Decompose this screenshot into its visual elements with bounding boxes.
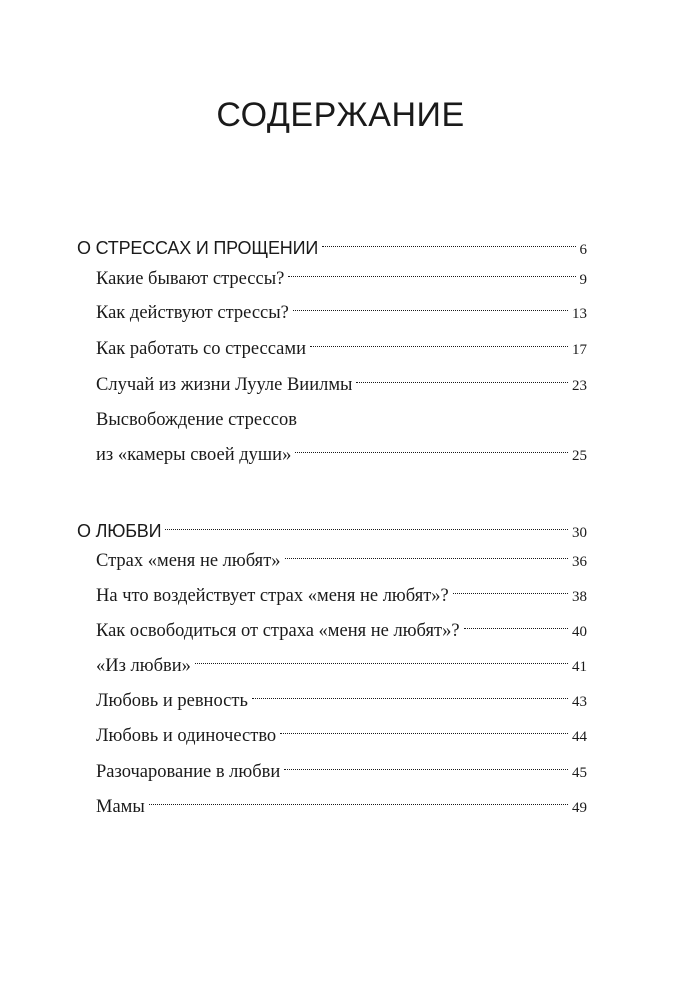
toc-chapter-stress[interactable] (77, 233, 587, 263)
toc-entry-label: Как работать со стрессами (96, 339, 306, 359)
toc-entry[interactable] (96, 721, 587, 751)
toc-page-number: 43 (572, 694, 587, 710)
toc-entry-label: Разочарование в любви (96, 762, 281, 782)
toc-entry-label-line1[interactable]: Высвобождение стрессов (96, 410, 297, 430)
toc-entry[interactable] (96, 546, 587, 576)
dot-leader (280, 733, 568, 734)
toc-entry-label: Страх «меня не любят» (96, 551, 281, 571)
toc-entry[interactable] (96, 686, 587, 716)
dot-leader (284, 769, 568, 770)
toc-page-number: 40 (572, 624, 587, 640)
toc-entry-label: Какие бывают стрессы? (96, 269, 285, 289)
dot-leader (322, 246, 575, 247)
toc-entry[interactable] (96, 651, 587, 681)
dot-leader (195, 663, 568, 664)
toc-chapter-label: О ЛЮБВИ (77, 521, 162, 541)
toc-page-number: 38 (572, 589, 587, 605)
toc-entry-label: Любовь и одиночество (96, 726, 277, 746)
toc-page-number: 23 (572, 378, 587, 394)
toc-entry[interactable] (96, 298, 587, 328)
toc-entry-label: Как освободиться от страха «меня не любят»? (96, 621, 460, 641)
toc-page-number: 36 (572, 554, 587, 570)
toc-page-number: 9 (579, 272, 587, 288)
dot-leader (310, 346, 568, 347)
toc-page-number: 45 (572, 765, 587, 781)
toc-page-number: 30 (572, 525, 587, 541)
toc-entry-label: Как действуют стрессы? (96, 303, 289, 323)
toc-page-number: 6 (579, 242, 587, 258)
toc-entry[interactable] (96, 581, 587, 611)
toc-entry-label: из «камеры своей души» (96, 445, 292, 465)
toc-entry-label: «Из любви» (96, 656, 191, 676)
dot-leader (293, 310, 568, 311)
dot-leader (285, 558, 568, 559)
toc-page-number: 25 (572, 448, 587, 464)
toc-page-number: 13 (572, 306, 587, 322)
toc-entry[interactable] (96, 440, 587, 470)
toc-page-number: 44 (572, 729, 587, 745)
toc-entry[interactable] (96, 792, 587, 822)
toc-entry[interactable] (96, 616, 587, 646)
dot-leader (149, 804, 568, 805)
toc-page-number: 17 (572, 342, 587, 358)
dot-leader (356, 382, 568, 383)
toc-entry[interactable] (96, 370, 587, 400)
toc-entry[interactable] (96, 334, 587, 364)
toc-entry-label: Мамы (96, 797, 145, 817)
toc-entry[interactable] (96, 264, 587, 294)
toc-entry-label: Любовь и ревность (96, 691, 248, 711)
dot-leader (165, 529, 568, 530)
dot-leader (288, 276, 575, 277)
toc-page-number: 41 (572, 659, 587, 675)
toc-chapter-love[interactable] (77, 516, 587, 546)
toc-entry[interactable] (96, 757, 587, 787)
dot-leader (252, 698, 568, 699)
toc-entry-label: Случай из жизни Лууле Виилмы (96, 375, 353, 395)
page-title: СОДЕРЖАНИЕ (216, 96, 465, 134)
toc-chapter-label: О СТРЕССАХ И ПРОЩЕНИИ (77, 238, 319, 258)
dot-leader (453, 593, 568, 594)
dot-leader (464, 628, 568, 629)
toc-entry-label: На что воздействует страх «меня не любят»? (96, 586, 449, 606)
toc-page-number: 49 (572, 800, 587, 816)
dot-leader (295, 452, 568, 453)
